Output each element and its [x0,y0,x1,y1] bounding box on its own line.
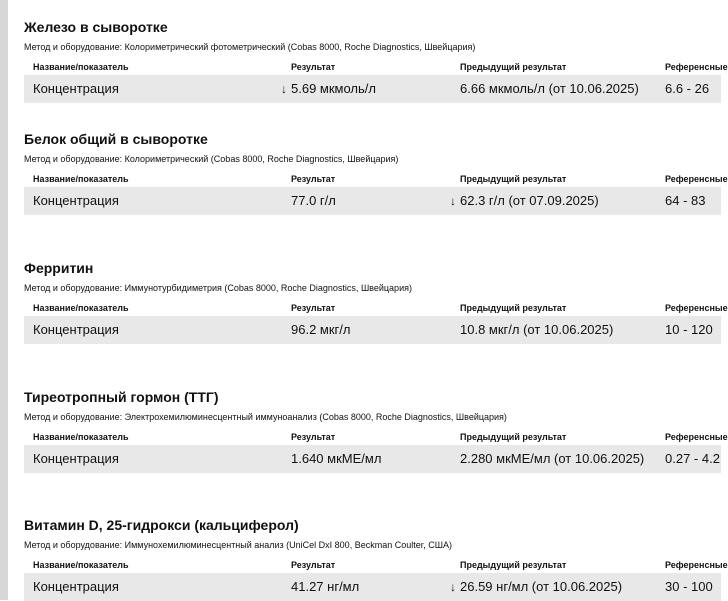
row-reference: 64 - 83 [665,193,706,208]
section-method: Метод и оборудование: Иммунотурбидиметрия (Cobas 8000, Roche Diagnostics, Швейцария) [24,283,412,293]
row-result-value: 77.0 г/л [291,193,336,208]
table-row [24,573,721,601]
lab-section-ferritin [24,259,728,344]
row-previous-value: 2.280 мкМЕ/мл (от 10.06.2025) [460,451,645,466]
lab-section-protein [24,130,728,215]
row-reference: 0.27 - 4.2 [665,451,720,466]
section-method: Метод и оборудование: Электрохемилюминесцентный иммуноанализ (Cobas 8000, Roche Diagnostics, Швейцария) [24,412,507,422]
row-result-value: 5.69 мкмоль/л [291,81,376,96]
arrow-down-icon: ↓ [281,82,287,96]
row-previous-value: 26.59 нг/мл (от 10.06.2025) [460,579,623,594]
col-name-header: Название/показатель [33,174,129,184]
section-title: Белок общий в сыворотке [24,131,208,147]
col-result-header: Результат [291,303,336,313]
row-reference: 30 - 100 [665,579,713,594]
col-reference-header: Референсные [665,560,728,570]
row-previous-value: 10.8 мкг/л (от 10.06.2025) [460,322,614,337]
section-method: Метод и оборудование: Колориметрический (Cobas 8000, Roche Diagnostics, Швейцария) [24,154,399,164]
section-title: Ферритин [24,260,94,276]
section-method: Метод и оборудование: Колориметрический фотометрический (Cobas 8000, Roche Diagnostics, Швейцария) [24,42,476,52]
table-row [24,187,721,215]
col-result-header: Результат [291,62,336,72]
page-left-border [0,0,8,600]
row-result [291,573,359,601]
row-result-value: 1.640 мкМЕ/мл [291,451,382,466]
row-reference: 10 - 120 [665,322,713,337]
col-name-header: Название/показатель [33,62,129,72]
table-header [24,171,728,187]
row-name: Концентрация [33,451,119,466]
row-previous [460,75,639,103]
table-row [24,75,721,103]
row-result [281,75,376,103]
row-previous [460,316,613,344]
col-reference-header: Референсные [665,62,728,72]
col-previous-header: Предыдущий результат [460,174,567,184]
col-reference-header: Референсные [665,432,728,442]
col-reference-header: Референсные [665,303,728,313]
table-header [24,300,728,316]
row-previous-value: 62.3 г/л (от 07.09.2025) [460,193,599,208]
row-result [291,316,350,344]
col-previous-header: Предыдущий результат [460,303,567,313]
table-row [24,316,721,344]
col-reference-header: Референсные [665,174,728,184]
col-name-header: Название/показатель [33,560,129,570]
row-name: Концентрация [33,81,119,96]
row-reference: 6.6 - 26 [665,81,710,96]
lab-section-tsh [24,388,728,473]
col-previous-header: Предыдущий результат [460,62,567,72]
row-previous [450,573,623,601]
section-method: Метод и оборудование: Иммунохемилюминесцентный анализ (UniCel DxI 800, Beckman Coulter, США) [24,540,452,550]
row-result [291,445,381,473]
col-result-header: Результат [291,432,336,442]
row-result [291,187,336,215]
row-previous-value: 6.66 мкмоль/л (от 10.06.2025) [460,81,639,96]
col-previous-header: Предыдущий результат [460,560,567,570]
row-name: Концентрация [33,579,119,594]
col-result-header: Результат [291,560,336,570]
table-header [24,59,728,75]
table-header [24,429,728,445]
section-title: Витамин D, 25-гидрокси (кальциферол) [24,517,299,533]
arrow-down-icon: ↓ [450,194,456,208]
row-name: Концентрация [33,193,119,208]
row-previous [460,445,644,473]
section-title: Железо в сыворотке [24,19,168,35]
row-name: Концентрация [33,322,119,337]
lab-section-vitamin-d [24,516,728,601]
arrow-down-icon: ↓ [450,580,456,594]
col-previous-header: Предыдущий результат [460,432,567,442]
section-title: Тиреотропный гормон (ТТГ) [24,389,219,405]
col-name-header: Название/показатель [33,432,129,442]
lab-section-iron [24,18,728,103]
row-result-value: 41.27 нг/мл [291,579,360,594]
col-name-header: Название/показатель [33,303,129,313]
table-header [24,557,728,573]
row-result-value: 96.2 мкг/л [291,322,351,337]
table-row [24,445,721,473]
row-previous [450,187,599,215]
col-result-header: Результат [291,174,336,184]
